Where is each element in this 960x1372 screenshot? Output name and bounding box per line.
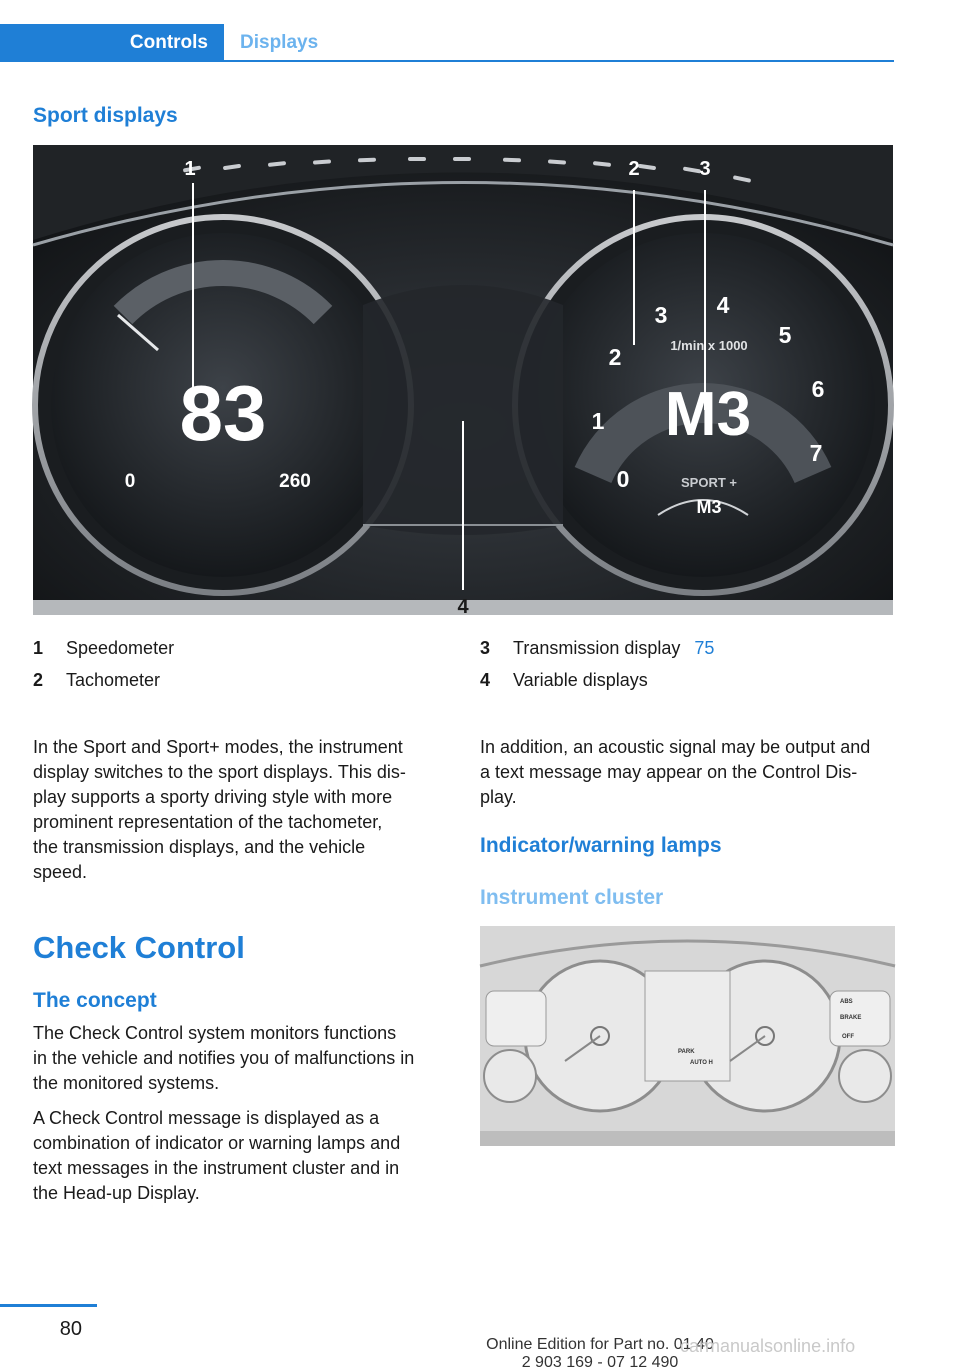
text-line: in the vehicle and notifies you of malfunctions in (33, 1048, 415, 1068)
tach-tick-7: 7 (809, 440, 823, 466)
speed-min-label: 0 (124, 471, 136, 492)
page-header (0, 0, 960, 62)
text-line: In the Sport and Sport+ modes, the instrument (33, 737, 403, 757)
tach-tick-5: 5 (778, 322, 792, 348)
tach-tick-3: 3 (654, 302, 668, 328)
tach-tick-6: 6 (811, 376, 825, 402)
instrument-cluster-illustration (480, 926, 895, 1146)
legend-label: Variable displays (513, 669, 648, 690)
auto-hold-lamp-label: AUTO H (690, 1060, 713, 1066)
callout-4: 4 (457, 596, 469, 618)
park-lamp-label: PARK (678, 1049, 695, 1055)
tach-tick-0: 0 (616, 466, 630, 492)
sport-display-illustration (33, 145, 893, 618)
footer-rule (0, 1304, 97, 1307)
text-line: prominent representation of the tachometer, (33, 812, 383, 832)
acoustic-signal-paragraph (480, 735, 900, 810)
speed-value: 83 (179, 369, 267, 457)
brake-lamp-label: BRAKE (840, 1015, 862, 1021)
tach-tick-4: 4 (716, 292, 730, 318)
concept-heading: The concept (33, 989, 157, 1012)
text-line: combination of indicator or warning lamps and (33, 1133, 401, 1153)
concept-paragraph-1 (33, 1021, 453, 1096)
text-line: text messages in the instrument cluster and in (33, 1158, 400, 1178)
legend-item (480, 632, 714, 664)
text-line: play. (480, 787, 517, 807)
text-line: the transmission displays, and the vehicle (33, 837, 366, 857)
tach-unit-label: 1/min x 1000 (670, 338, 748, 353)
legend-number: 4 (480, 669, 491, 690)
text-line: display switches to the sport displays. This dis- (33, 762, 406, 782)
text-line: a text message may appear on the Control Dis- (480, 762, 858, 782)
speed-max-label: 260 (279, 471, 311, 492)
legend-number: 1 (33, 637, 44, 658)
text-line: speed. (33, 862, 88, 882)
concept-paragraph-2 (33, 1106, 453, 1206)
edition-footer: Online Edition for Part no. 01 40 2 903 169 - 07 12 490 (486, 1336, 714, 1371)
section-title: Sport displays (33, 104, 178, 127)
tach-tick-1: 1 (591, 408, 605, 434)
mode-gear: M3 (696, 497, 722, 517)
text-line: the Head-up Display. (33, 1183, 200, 1203)
legend-label: Tachometer (66, 669, 161, 690)
page-reference-link[interactable]: 75 (694, 637, 715, 658)
legend-number: 2 (33, 669, 44, 690)
tab-controls[interactable]: Controls (0, 24, 224, 62)
legend-item (33, 664, 174, 696)
sport-display-image (33, 145, 893, 618)
callout-3: 3 (699, 158, 711, 180)
mode-label: SPORT + (681, 475, 737, 490)
header-rule (224, 60, 894, 62)
abs-lamp-label: ABS (840, 999, 853, 1005)
check-control-heading: Check Control (33, 930, 245, 965)
tab-displays[interactable]: Displays (240, 32, 319, 53)
callout-2: 2 (628, 158, 640, 180)
text-line: In addition, an acoustic signal may be output and (480, 737, 871, 757)
instrument-cluster-image (480, 926, 895, 1146)
indicator-lamps-heading: Indicator/warning lamps (480, 834, 722, 857)
legend-item (33, 632, 174, 664)
legend-right (480, 632, 714, 696)
gear-display: M3 (664, 380, 752, 449)
legend-item (480, 664, 714, 696)
text-line: A Check Control message is displayed as a (33, 1108, 380, 1128)
callout-1: 1 (184, 158, 196, 180)
intro-paragraph (33, 735, 453, 885)
legend-label: Speedometer (66, 637, 175, 658)
off-lamp-label: OFF (842, 1034, 854, 1040)
watermark: carmanualsonline.info (680, 1336, 856, 1356)
text-line: play supports a sporty driving style with more (33, 787, 393, 807)
legend-left (33, 632, 174, 696)
text-line: the monitored systems. (33, 1073, 220, 1093)
page-number: 80 (59, 1318, 82, 1340)
text-line: The Check Control system monitors functions (33, 1023, 397, 1043)
tach-tick-2: 2 (608, 344, 622, 370)
instrument-cluster-heading: Instrument cluster (480, 886, 664, 909)
legend-label: Transmission display (513, 637, 681, 658)
legend-number: 3 (480, 637, 491, 658)
